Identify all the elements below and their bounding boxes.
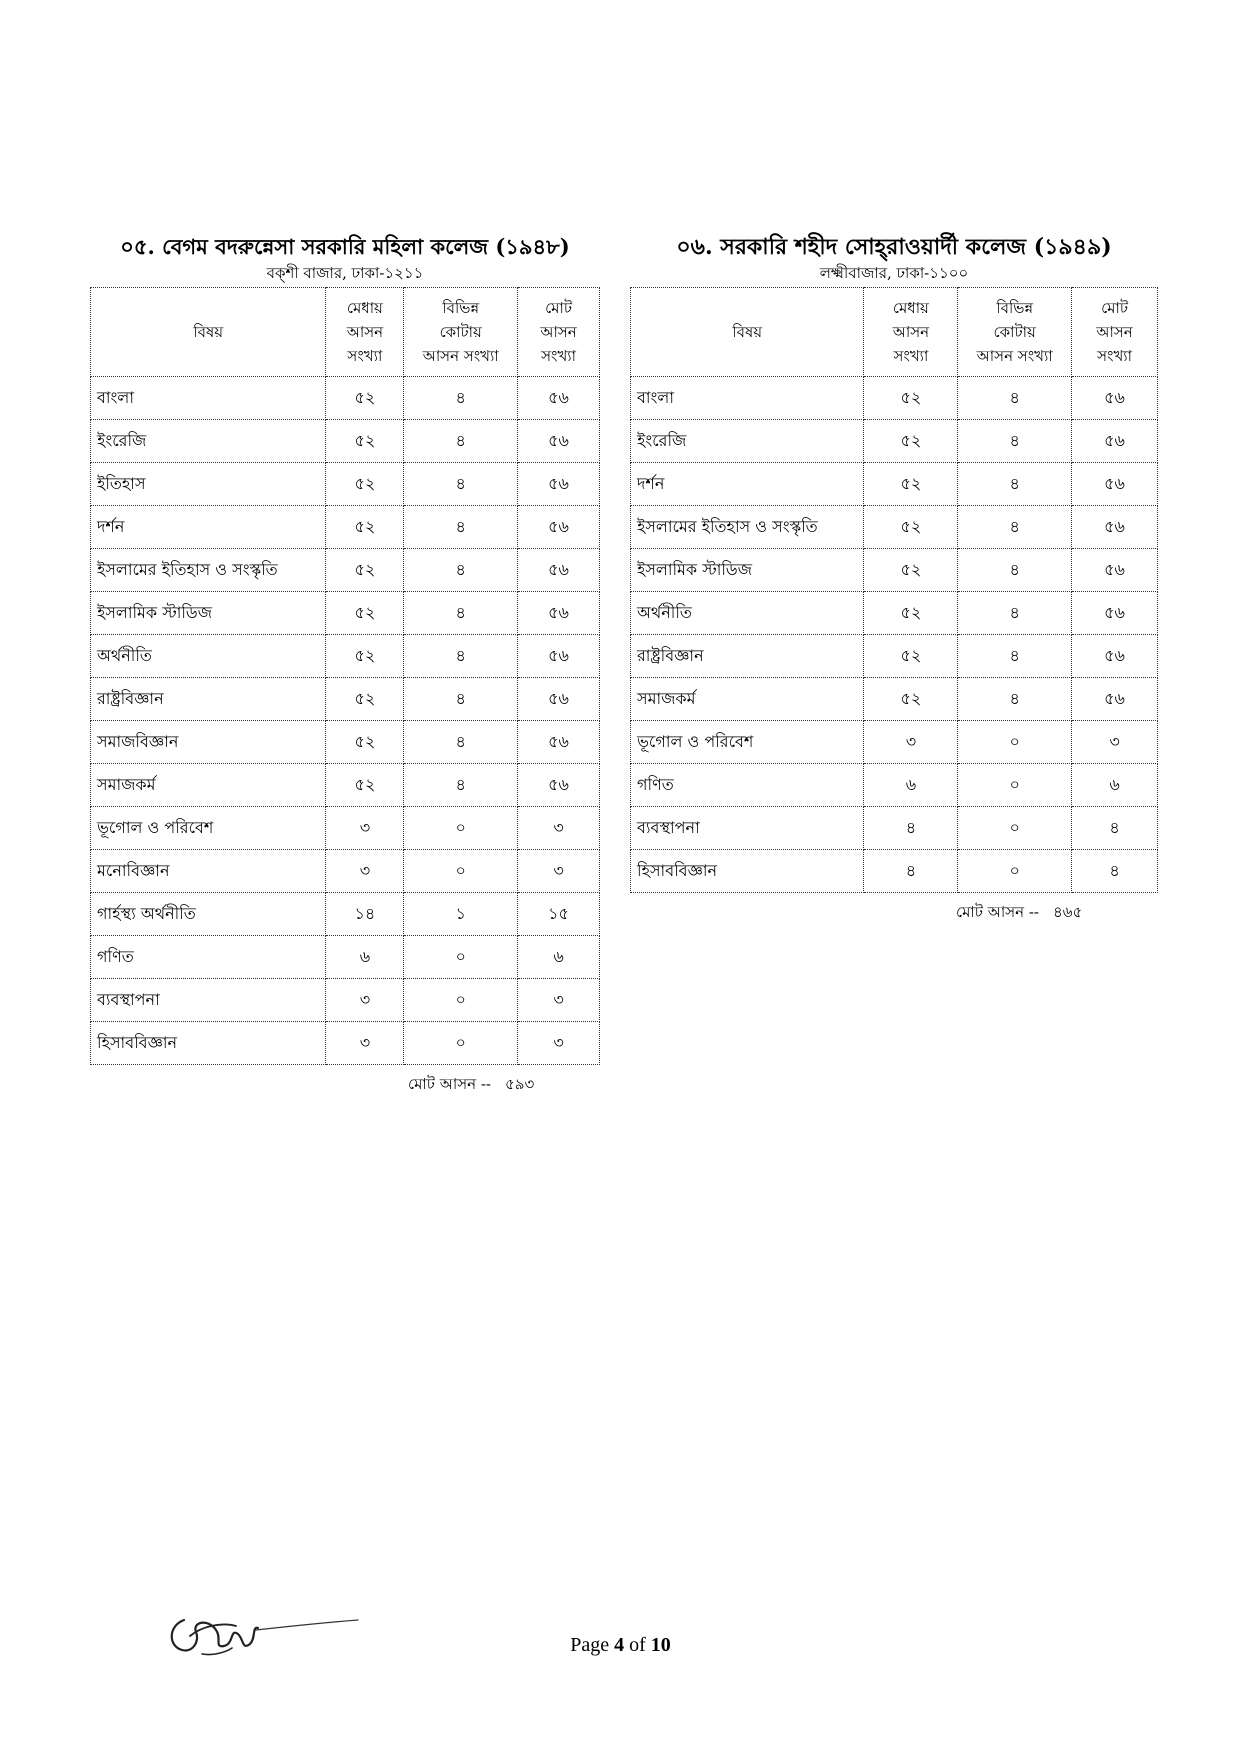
merit-seats-cell: ৫২ bbox=[864, 592, 958, 635]
header-merit-seats: মেধায় আসন সংখ্যা bbox=[864, 288, 958, 377]
quota-seats-cell: ৪ bbox=[958, 635, 1072, 678]
header-merit-seats: মেধায় আসন সংখ্যা bbox=[326, 288, 404, 377]
page-word: Page bbox=[570, 1634, 610, 1656]
quota-seats-cell: ১ bbox=[404, 893, 518, 936]
subject-cell: বাংলা bbox=[91, 377, 326, 420]
subject-cell: দর্শন bbox=[91, 506, 326, 549]
merit-seats-cell: ৪ bbox=[864, 850, 958, 893]
merit-seats-cell: ৩ bbox=[864, 721, 958, 764]
subject-cell: গণিত bbox=[631, 764, 864, 807]
table-row bbox=[631, 549, 1158, 592]
merit-seats-cell: ৫২ bbox=[326, 549, 404, 592]
total-seats-cell: ৫৬ bbox=[1072, 420, 1158, 463]
quota-seats-cell: ৪ bbox=[404, 592, 518, 635]
subject-cell: সমাজবিজ্ঞান bbox=[91, 721, 326, 764]
header-total-seats: মোট আসন সংখ্যা bbox=[518, 288, 600, 377]
total-seats-cell: ৫৬ bbox=[1072, 678, 1158, 721]
total-seats-value: ৫৯৩ bbox=[504, 1075, 535, 1093]
total-seats-cell: ৫৬ bbox=[1072, 463, 1158, 506]
table-header-row bbox=[91, 288, 600, 377]
table-row bbox=[631, 377, 1158, 420]
subject-cell: ইংরেজি bbox=[631, 420, 864, 463]
merit-seats-cell: ৫২ bbox=[326, 635, 404, 678]
merit-seats-cell: ৩ bbox=[326, 850, 404, 893]
subject-cell: ব্যবস্থাপনা bbox=[91, 979, 326, 1022]
subject-cell: ইসলামের ইতিহাস ও সংস্কৃতি bbox=[631, 506, 864, 549]
table-header-row bbox=[631, 288, 1158, 377]
subject-cell: অর্থনীতি bbox=[91, 635, 326, 678]
subject-cell: ভূগোল ও পরিবেশ bbox=[91, 807, 326, 850]
college-address: লক্ষ্মীবাজার, ঢাকা-১১০০ bbox=[819, 264, 969, 282]
total-seats-cell: ৪ bbox=[1072, 850, 1158, 893]
table-row bbox=[91, 936, 600, 979]
table-row bbox=[91, 979, 600, 1022]
quota-seats-cell: ৪ bbox=[404, 377, 518, 420]
table-row bbox=[91, 463, 600, 506]
merit-seats-cell: ৫২ bbox=[864, 463, 958, 506]
total-seats-cell: ৫৬ bbox=[518, 506, 600, 549]
subject-cell: ইংরেজি bbox=[91, 420, 326, 463]
total-seats-cell: ৩ bbox=[518, 850, 600, 893]
table-row bbox=[631, 678, 1158, 721]
merit-seats-cell: ৫২ bbox=[864, 635, 958, 678]
total-seats-cell: ৫৬ bbox=[1072, 377, 1158, 420]
total-seats-cell: ১৫ bbox=[518, 893, 600, 936]
total-seats-cell: ৫৬ bbox=[518, 764, 600, 807]
table-row bbox=[91, 764, 600, 807]
table-row bbox=[631, 850, 1158, 893]
table-row bbox=[631, 764, 1158, 807]
subject-cell: গার্হস্থ্য অর্থনীতি bbox=[91, 893, 326, 936]
college-title: ০৬. সরকারি শহীদ সোহ্‌রাওয়ার্দী কলেজ (১৯৪৯) bbox=[676, 234, 1112, 260]
merit-seats-cell: ৫২ bbox=[326, 764, 404, 807]
total-seats-line bbox=[630, 901, 1158, 923]
merit-seats-cell: ৫২ bbox=[326, 463, 404, 506]
quota-seats-cell: ৪ bbox=[404, 420, 518, 463]
merit-seats-cell: ১৪ bbox=[326, 893, 404, 936]
subject-cell: সমাজকর্ম bbox=[91, 764, 326, 807]
college-section-05 bbox=[90, 232, 600, 1095]
merit-seats-cell: ৬ bbox=[326, 936, 404, 979]
subject-cell: ইসলামিক স্টাডিজ bbox=[91, 592, 326, 635]
seat-table bbox=[630, 287, 1158, 893]
table-row bbox=[91, 549, 600, 592]
header-total-seats: মোট আসন সংখ্যা bbox=[1072, 288, 1158, 377]
seat-table bbox=[90, 287, 600, 1065]
quota-seats-cell: ০ bbox=[404, 807, 518, 850]
table-row bbox=[91, 721, 600, 764]
header-subject: বিষয় bbox=[91, 288, 326, 377]
merit-seats-cell: ৬ bbox=[864, 764, 958, 807]
quota-seats-cell: ০ bbox=[958, 850, 1072, 893]
table-row bbox=[91, 678, 600, 721]
total-seats-cell: ৫৬ bbox=[1072, 506, 1158, 549]
subject-cell: সমাজকর্ম bbox=[631, 678, 864, 721]
table-row bbox=[91, 377, 600, 420]
subject-cell: অর্থনীতি bbox=[631, 592, 864, 635]
table-row bbox=[631, 420, 1158, 463]
subject-cell: বাংলা bbox=[631, 377, 864, 420]
total-seats-line bbox=[90, 1073, 600, 1095]
table-row bbox=[631, 635, 1158, 678]
college-title: ০৫. বেগম বদরুন্নেসা সরকারি মহিলা কলেজ (১৯৪৮) bbox=[120, 234, 570, 259]
subject-cell: রাষ্ট্রবিজ্ঞান bbox=[91, 678, 326, 721]
table-row bbox=[631, 592, 1158, 635]
quota-seats-cell: ০ bbox=[404, 979, 518, 1022]
quota-seats-cell: ০ bbox=[958, 764, 1072, 807]
merit-seats-cell: ৩ bbox=[326, 1022, 404, 1065]
merit-seats-cell: ৫২ bbox=[326, 678, 404, 721]
total-seats-cell: ৫৬ bbox=[518, 678, 600, 721]
table-row bbox=[631, 506, 1158, 549]
merit-seats-cell: ৫২ bbox=[326, 377, 404, 420]
subject-cell: মনোবিজ্ঞান bbox=[91, 850, 326, 893]
quota-seats-cell: ৪ bbox=[404, 635, 518, 678]
quota-seats-cell: ৪ bbox=[958, 549, 1072, 592]
subject-cell: ইতিহাস bbox=[91, 463, 326, 506]
table-row bbox=[91, 635, 600, 678]
total-seats-label: মোট আসন -- bbox=[956, 903, 1039, 921]
total-seats-cell: ৫৬ bbox=[518, 549, 600, 592]
table-row bbox=[91, 592, 600, 635]
subject-cell: ব্যবস্থাপনা bbox=[631, 807, 864, 850]
merit-seats-cell: ৫২ bbox=[326, 592, 404, 635]
table-row bbox=[91, 893, 600, 936]
merit-seats-cell: ৩ bbox=[326, 807, 404, 850]
total-seats-cell: ৬ bbox=[518, 936, 600, 979]
quota-seats-cell: ৪ bbox=[404, 506, 518, 549]
total-seats-label: মোট আসন -- bbox=[408, 1075, 491, 1093]
merit-seats-cell: ৫২ bbox=[326, 420, 404, 463]
total-seats-cell: ৫৬ bbox=[518, 463, 600, 506]
college-address: বক্‌শী বাজার, ঢাকা-১২১১ bbox=[266, 264, 424, 282]
total-seats-value: ৪৬৫ bbox=[1052, 903, 1083, 921]
total-seats-cell: ৩ bbox=[518, 1022, 600, 1065]
header-subject: বিষয় bbox=[631, 288, 864, 377]
of-word: of bbox=[629, 1634, 646, 1656]
merit-seats-cell: ৫২ bbox=[864, 420, 958, 463]
quota-seats-cell: ৪ bbox=[958, 592, 1072, 635]
quota-seats-cell: ৪ bbox=[404, 549, 518, 592]
current-page-number: 4 bbox=[614, 1634, 625, 1656]
quota-seats-cell: ০ bbox=[958, 721, 1072, 764]
quota-seats-cell: ৪ bbox=[958, 463, 1072, 506]
quota-seats-cell: ০ bbox=[958, 807, 1072, 850]
header-quota-seats: বিভিন্ন কোটায় আসন সংখ্যা bbox=[404, 288, 518, 377]
total-seats-cell: ৫৬ bbox=[1072, 592, 1158, 635]
total-seats-cell: ৪ bbox=[1072, 807, 1158, 850]
merit-seats-cell: ৫২ bbox=[326, 506, 404, 549]
college-section-06 bbox=[630, 232, 1158, 923]
total-seats-cell: ৫৬ bbox=[518, 420, 600, 463]
table-row bbox=[631, 721, 1158, 764]
merit-seats-cell: ৫২ bbox=[864, 678, 958, 721]
subject-cell: গণিত bbox=[91, 936, 326, 979]
quota-seats-cell: ৪ bbox=[404, 764, 518, 807]
table-row bbox=[631, 807, 1158, 850]
total-seats-cell: ৫৬ bbox=[518, 377, 600, 420]
page-footer bbox=[0, 1634, 1241, 1657]
subject-cell: ইসলামিক স্টাডিজ bbox=[631, 549, 864, 592]
subject-cell: ভূগোল ও পরিবেশ bbox=[631, 721, 864, 764]
subject-cell: রাষ্ট্রবিজ্ঞান bbox=[631, 635, 864, 678]
table-row bbox=[91, 807, 600, 850]
subject-cell: ইসলামের ইতিহাস ও সংস্কৃতি bbox=[91, 549, 326, 592]
merit-seats-cell: ৪ bbox=[864, 807, 958, 850]
total-seats-cell: ৫৬ bbox=[518, 721, 600, 764]
total-seats-cell: ৫৬ bbox=[1072, 635, 1158, 678]
merit-seats-cell: ৫২ bbox=[864, 377, 958, 420]
quota-seats-cell: ৪ bbox=[958, 377, 1072, 420]
quota-seats-cell: ৪ bbox=[404, 678, 518, 721]
table-row bbox=[91, 420, 600, 463]
total-seats-cell: ৫৬ bbox=[1072, 549, 1158, 592]
quota-seats-cell: ৪ bbox=[404, 463, 518, 506]
header-quota-seats: বিভিন্ন কোটায় আসন সংখ্যা bbox=[958, 288, 1072, 377]
quota-seats-cell: ৪ bbox=[958, 678, 1072, 721]
subject-cell: হিসাববিজ্ঞান bbox=[631, 850, 864, 893]
total-seats-cell: ৩ bbox=[518, 979, 600, 1022]
quota-seats-cell: ০ bbox=[404, 936, 518, 979]
quota-seats-cell: ০ bbox=[404, 850, 518, 893]
total-seats-cell: ৫৬ bbox=[518, 635, 600, 678]
total-seats-cell: ৫৬ bbox=[518, 592, 600, 635]
total-seats-cell: ৬ bbox=[1072, 764, 1158, 807]
quota-seats-cell: ৪ bbox=[958, 506, 1072, 549]
quota-seats-cell: ৪ bbox=[958, 420, 1072, 463]
total-seats-cell: ৩ bbox=[1072, 721, 1158, 764]
table-row bbox=[91, 1022, 600, 1065]
total-seats-cell: ৩ bbox=[518, 807, 600, 850]
merit-seats-cell: ৫২ bbox=[864, 506, 958, 549]
table-row bbox=[91, 850, 600, 893]
subject-cell: হিসাববিজ্ঞান bbox=[91, 1022, 326, 1065]
total-pages-number: 10 bbox=[650, 1634, 671, 1656]
quota-seats-cell: ৪ bbox=[404, 721, 518, 764]
merit-seats-cell: ৩ bbox=[326, 979, 404, 1022]
merit-seats-cell: ৫২ bbox=[326, 721, 404, 764]
table-row bbox=[631, 463, 1158, 506]
merit-seats-cell: ৫২ bbox=[864, 549, 958, 592]
quota-seats-cell: ০ bbox=[404, 1022, 518, 1065]
table-row bbox=[91, 506, 600, 549]
subject-cell: দর্শন bbox=[631, 463, 864, 506]
